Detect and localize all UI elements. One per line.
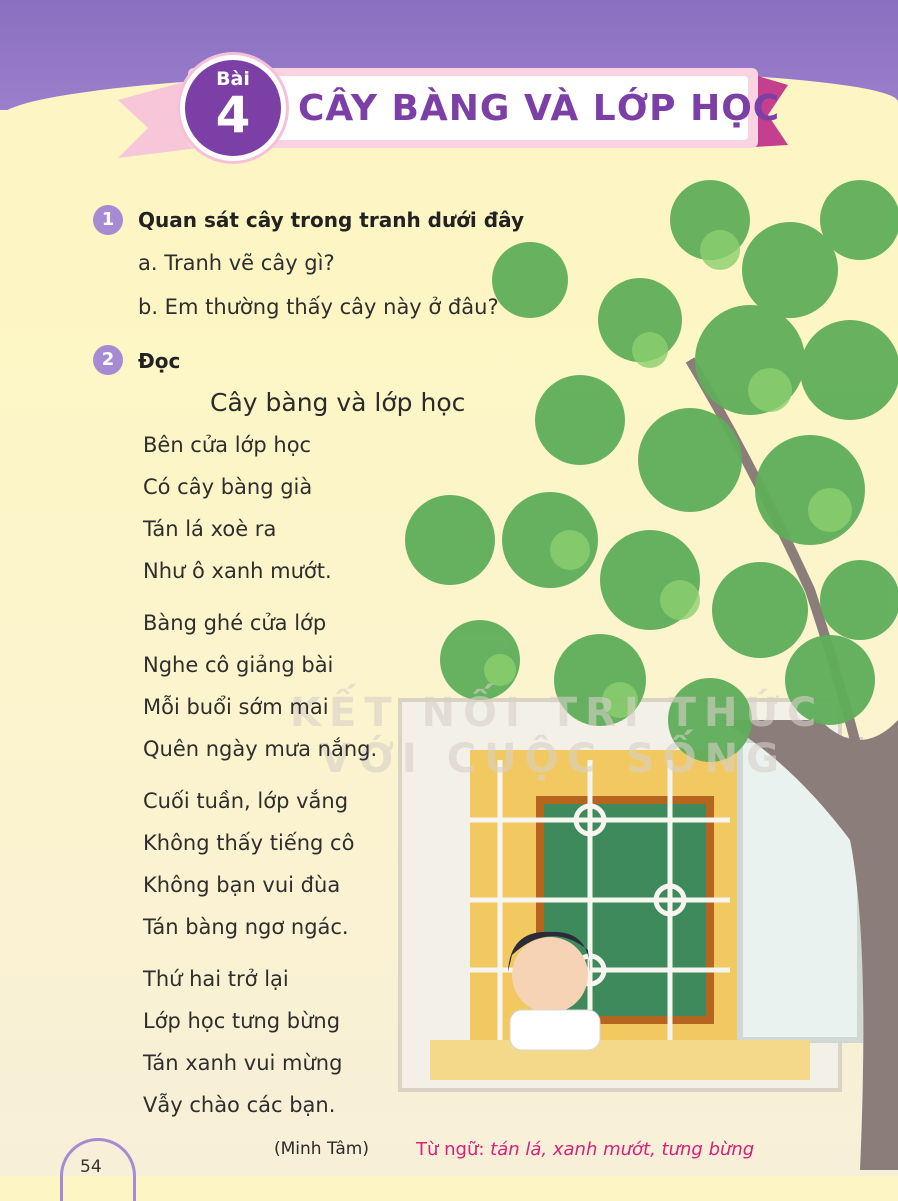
task-1-number: 1 bbox=[93, 205, 123, 235]
task-2-heading: Đọc bbox=[138, 349, 181, 373]
lesson-number: 4 bbox=[215, 86, 251, 144]
task-2-number: 2 bbox=[93, 345, 123, 375]
poem-line: Cuối tuần, lớp vắng bbox=[143, 789, 349, 813]
poem-line: Tán xanh vui mừng bbox=[143, 1051, 343, 1075]
task-1-item-b: b. Em thường thấy cây này ở đâu? bbox=[138, 295, 499, 319]
watermark-line-2: VỚI CUỘC SỐNG bbox=[320, 736, 787, 782]
watermark bbox=[290, 690, 824, 782]
poem-line: Nghe cô giảng bài bbox=[143, 653, 334, 677]
poem-line: Bàng ghé cửa lớp bbox=[143, 611, 327, 635]
poem-line: Vẫy chào các bạn. bbox=[143, 1093, 336, 1117]
poem-line: Bên cửa lớp học bbox=[143, 433, 312, 457]
poem-line: Không bạn vui đùa bbox=[143, 873, 341, 897]
poem-line: Như ô xanh mướt. bbox=[143, 559, 332, 583]
poem-line: Mỗi buổi sớm mai bbox=[143, 695, 329, 719]
page-title: CÂY BÀNG VÀ LỚP HỌC bbox=[298, 88, 781, 129]
poem-line: Tán lá xoè ra bbox=[143, 517, 277, 541]
vocabulary-words: tán lá, xanh mướt, tưng bừng bbox=[490, 1139, 755, 1160]
poem-line: Có cây bàng già bbox=[143, 475, 313, 499]
task-1-heading: Quan sát cây trong tranh dưới đây bbox=[138, 208, 524, 232]
poem-line: Không thấy tiếng cô bbox=[143, 831, 355, 855]
vocabulary-label: Từ ngữ: bbox=[416, 1139, 485, 1160]
poem-title: Cây bàng và lớp học bbox=[210, 388, 466, 417]
vocabulary-note bbox=[416, 1139, 754, 1160]
poem-line: Quên ngày mưa nắng. bbox=[143, 737, 378, 761]
lesson-label: Bài bbox=[216, 68, 250, 90]
poem-line: Tán bàng ngơ ngác. bbox=[143, 915, 349, 939]
lesson-badge bbox=[180, 55, 286, 161]
task-1-item-a: a. Tranh vẽ cây gì? bbox=[138, 251, 335, 275]
page-number: 54 bbox=[80, 1157, 102, 1177]
poem-line: Thứ hai trở lại bbox=[143, 967, 289, 991]
poem-author: (Minh Tâm) bbox=[274, 1139, 369, 1159]
poem-line: Lớp học tưng bừng bbox=[143, 1009, 341, 1033]
watermark-line-1: KẾT NỐI TRI THỨC bbox=[290, 690, 825, 736]
